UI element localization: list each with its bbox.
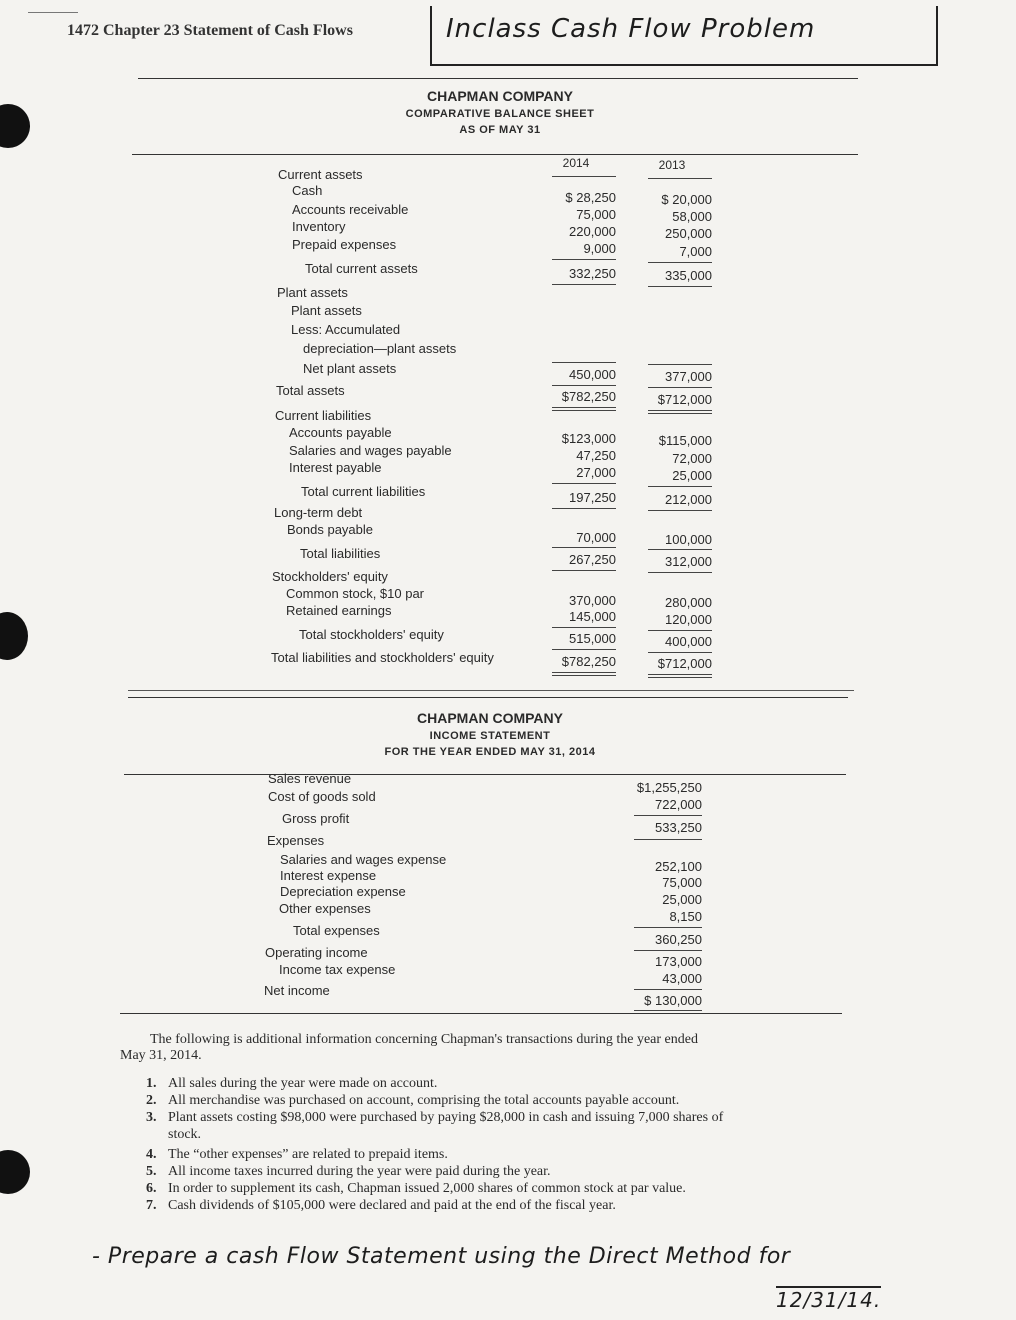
total-assets-2013: $712,000: [657, 392, 712, 407]
retained-earnings-2013: 120,000: [665, 612, 712, 627]
total-liabilities-2013-underline: [648, 572, 712, 573]
interest-expense-label: Interest expense: [280, 868, 377, 883]
bs-col-2013-underline: [648, 178, 712, 179]
income-statement-bottom-rule: [120, 1013, 842, 1014]
info-item-6-text: In order to supplement its cash, Chapman issued 2,000 shares of common stock at par value.: [168, 1181, 686, 1196]
binder-hole-bottom: [0, 1150, 30, 1194]
bs-date: AS OF MAY 31: [459, 124, 541, 136]
gross-profit-underline: [634, 839, 702, 840]
cash-label: Cash: [292, 183, 323, 198]
is-company-name: CHAPMAN COMPANY: [417, 710, 563, 726]
total-expenses-value: 360,250: [655, 932, 702, 947]
cogs-underline: [634, 815, 702, 816]
sales-value: $1,255,250: [636, 780, 702, 795]
info-item-7-text: Cash dividends of $105,000 were declared and paid at the end of the fiscal year.: [168, 1198, 616, 1213]
income-tax-underline: [634, 989, 702, 990]
info-item-7-num: 7.: [146, 1198, 157, 1213]
total-current-liabilities-2014: 197,250: [569, 490, 616, 505]
bs-company-name: CHAPMAN COMPANY: [427, 88, 573, 104]
total-assets-2014: $782,250: [561, 389, 616, 404]
prepaid-2014-underline: [552, 259, 616, 260]
total-current-assets-2014-underline: [552, 284, 616, 285]
binder-hole-middle: [0, 612, 28, 660]
total-current-liabilities-2013: 212,000: [665, 492, 712, 507]
info-item-6-num: 6.: [146, 1181, 157, 1196]
cogs-value: 722,000: [655, 797, 702, 812]
info-intro-line2: May 31, 2014.: [120, 1048, 202, 1063]
total-le-2014: $782,250: [561, 654, 616, 669]
net-plant-2013-overline: [648, 364, 712, 365]
total-assets-2014-double-underline: [552, 407, 616, 411]
info-item-1-num: 1.: [146, 1076, 157, 1091]
ap-2013: $115,000: [658, 433, 712, 448]
common-stock-2014: 370,000: [569, 593, 616, 608]
plant-assets-header: Plant assets: [277, 285, 348, 300]
net-plant-2014: 450,000: [569, 367, 616, 382]
bs-title: COMPARATIVE BALANCE SHEET: [405, 108, 595, 120]
other-expenses-underline: [634, 927, 702, 928]
depreciation-expense-value: 25,000: [662, 892, 702, 907]
balance-sheet-top-rule: [138, 78, 858, 79]
interest-payable-2013-underline: [648, 486, 712, 487]
ap-label: Accounts payable: [289, 425, 392, 440]
bs-header-rule: [132, 154, 858, 155]
prepaid-2013: 7,000: [679, 244, 712, 259]
header-top-rule: [28, 12, 78, 13]
other-expenses-label: Other expenses: [279, 901, 371, 916]
income-tax-value: 43,000: [662, 971, 702, 986]
binder-hole-top: [0, 104, 30, 148]
ar-label: Accounts receivable: [292, 202, 409, 217]
info-item-3-text-cont: stock.: [168, 1127, 202, 1142]
total-equity-2014: 515,000: [569, 631, 616, 646]
current-liabilities-header: Current liabilities: [275, 408, 372, 423]
total-liabilities-2014-underline: [552, 570, 616, 571]
interest-payable-2013: 25,000: [672, 468, 712, 483]
plant-assets-label: Plant assets: [291, 303, 362, 318]
cogs-label: Cost of goods sold: [268, 789, 376, 804]
cash-2014: $ 28,250: [565, 190, 616, 205]
page-header-title: 1472 Chapter 23 Statement of Cash Flows: [67, 22, 353, 39]
net-plant-label: Net plant assets: [303, 361, 397, 376]
expenses-header: Expenses: [267, 833, 325, 848]
total-assets-label: Total assets: [276, 383, 345, 398]
total-expenses-underline: [634, 950, 702, 951]
net-plant-2013-underline: [648, 387, 712, 388]
interest-payable-2014: 27,000: [576, 465, 616, 480]
info-item-5-text: All income taxes incurred during the year were paid during the year.: [168, 1164, 551, 1179]
is-title: INCOME STATEMENT: [429, 730, 551, 742]
total-le-2013: $712,000: [657, 656, 712, 671]
cash-2013: $ 20,000: [661, 192, 712, 207]
ar-2014: 75,000: [576, 207, 616, 222]
total-current-liabilities-label: Total current liabilities: [301, 484, 426, 499]
salaries-payable-2014: 47,250: [576, 448, 616, 463]
info-item-2-num: 2.: [146, 1093, 157, 1108]
inventory-2014: 220,000: [569, 224, 616, 239]
retained-earnings-2014-underline: [552, 627, 616, 628]
salaries-expense-value: 252,100: [655, 859, 702, 874]
total-current-assets-label: Total current assets: [305, 261, 418, 276]
prepaid-2014: 9,000: [583, 241, 616, 256]
operating-income-value: 173,000: [655, 954, 702, 969]
total-le-2013-double-underline: [648, 674, 712, 678]
prepaid-label: Prepaid expenses: [292, 237, 397, 252]
ap-2014: $123,000: [561, 431, 616, 446]
info-item-4-text: The “other expenses” are related to prepaid items.: [168, 1147, 448, 1162]
balance-sheet-bottom-rule: [128, 690, 854, 691]
total-le-2014-double-underline: [552, 672, 616, 676]
handwritten-title: Inclass Cash Flow Problem: [446, 14, 816, 44]
total-equity-label: Total stockholders' equity: [299, 627, 444, 642]
bonds-payable-2014-underline: [552, 547, 616, 548]
total-current-liabilities-2013-underline: [648, 510, 712, 511]
bs-col-2014-underline: [552, 176, 616, 177]
ar-2013: 58,000: [672, 209, 712, 224]
total-equity-2013-underline: [648, 652, 712, 653]
operating-income-label: Operating income: [265, 945, 368, 960]
info-item-1-text: All sales during the year were made on account.: [168, 1076, 438, 1091]
info-item-4-num: 4.: [146, 1147, 157, 1162]
common-stock-label: Common stock, $10 par: [286, 586, 425, 601]
net-income-label: Net income: [264, 983, 330, 998]
sales-label: Sales revenue: [268, 771, 352, 786]
net-income-value: $ 130,000: [644, 993, 702, 1008]
total-current-assets-2013: 335,000: [665, 268, 712, 283]
is-header-rule: [124, 774, 846, 775]
total-expenses-label: Total expenses: [293, 923, 380, 938]
total-current-assets-2013-underline: [648, 286, 712, 287]
salaries-payable-label: Salaries and wages payable: [289, 443, 452, 458]
prepaid-2013-underline: [648, 262, 712, 263]
interest-payable-label: Interest payable: [289, 460, 382, 475]
gross-profit-value: 533,250: [655, 820, 702, 835]
total-equity-2013: 400,000: [665, 634, 712, 649]
salaries-payable-2013: 72,000: [672, 451, 712, 466]
total-liabilities-2013: 312,000: [665, 554, 712, 569]
salaries-expense-label: Salaries and wages expense: [280, 852, 447, 867]
retained-earnings-2013-underline: [648, 630, 712, 631]
net-plant-2014-overline: [552, 362, 616, 363]
income-statement-top-rule: [128, 697, 848, 698]
bonds-payable-label: Bonds payable: [287, 522, 374, 537]
handwritten-instruction-line1: - Prepare a cash Flow Statement using the Direct Method for: [92, 1244, 791, 1269]
info-item-3-text: Plant assets costing $98,000 were purchased by paying $28,000 in cash and issuing 7,000 shares of: [168, 1110, 724, 1125]
retained-earnings-label: Retained earnings: [286, 603, 392, 618]
bonds-payable-2013: 100,000: [665, 532, 712, 547]
bonds-payable-2014: 70,000: [576, 530, 616, 545]
info-item-5-num: 5.: [146, 1164, 157, 1179]
retained-earnings-2014: 145,000: [569, 609, 616, 624]
total-liabilities-2014: 267,250: [569, 552, 616, 567]
depreciation-plant-label: depreciation—plant assets: [303, 341, 457, 356]
less-accumulated-label: Less: Accumulated: [291, 322, 401, 337]
inventory-label: Inventory: [292, 219, 346, 234]
info-item-2-text: All merchandise was purchased on account, comprising the total accounts payable account.: [168, 1093, 680, 1108]
total-equity-2014-underline: [552, 649, 616, 650]
income-tax-label: Income tax expense: [279, 962, 396, 977]
is-period: FOR THE YEAR ENDED MAY 31, 2014: [384, 746, 596, 758]
net-plant-2013: 377,000: [665, 369, 712, 384]
total-current-assets-2014: 332,250: [569, 266, 616, 281]
long-term-debt-header: Long-term debt: [274, 505, 363, 520]
depreciation-expense-label: Depreciation expense: [280, 884, 406, 899]
net-plant-2014-underline: [552, 385, 616, 386]
bs-col-2014: 2014: [562, 156, 590, 170]
total-liabilities-label: Total liabilities: [300, 546, 381, 561]
other-expenses-value: 8,150: [669, 909, 702, 924]
current-assets-header: Current assets: [278, 167, 363, 182]
handwritten-instruction-date: 12/31/14.: [776, 1288, 882, 1312]
interest-expense-value: 75,000: [662, 875, 702, 890]
info-intro-line1: The following is additional information concerning Chapman's transactions during the year ended: [150, 1032, 698, 1047]
total-current-liabilities-2014-underline: [552, 508, 616, 509]
total-assets-2013-double-underline: [648, 410, 712, 414]
interest-payable-2014-underline: [552, 483, 616, 484]
inventory-2013: 250,000: [665, 226, 712, 241]
bs-col-2013: 2013: [658, 158, 686, 172]
info-item-3-num: 3.: [146, 1110, 157, 1125]
bonds-payable-2013-underline: [648, 549, 712, 550]
equity-header: Stockholders' equity: [272, 569, 388, 584]
common-stock-2013: 280,000: [665, 595, 712, 610]
total-le-label: Total liabilities and stockholders' equity: [271, 650, 494, 665]
gross-profit-label: Gross profit: [282, 811, 350, 826]
